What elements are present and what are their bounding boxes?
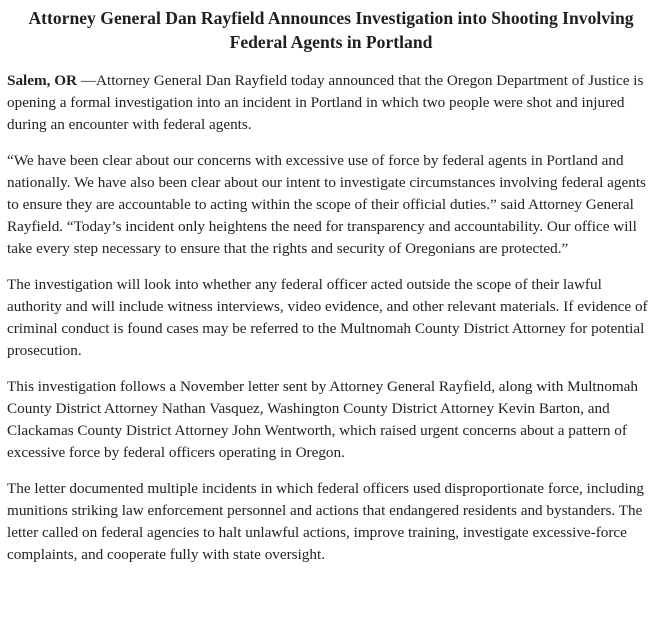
article-paragraph-letter: The letter documented multiple incidents in which federal officers used disproportionate force, including munitions striking law enforcement personnel and actions that endangered residents and bystanders. The letter called on federal agencies to halt unlawful actions, improve training, investigate excessive-force complaints, and cooperate fully with state oversight. bbox=[7, 480, 644, 563]
article-title: Attorney General Dan Rayfield Announces Investigation into Shooting Involving Federal Agents in Portland bbox=[28, 8, 634, 52]
article-paragraph-lead bbox=[7, 70, 655, 136]
dateline: Salem, OR bbox=[7, 72, 78, 89]
lead-text: —Attorney General Dan Rayfield today announced that the Oregon Department of Justice is opening a formal investigation into an incident in Portland in which two people were shot and injured during an encounter with federal agents. bbox=[7, 72, 644, 133]
article-paragraph-scope: The investigation will look into whether any federal officer acted outside the scope of their lawful authority and will include witness interviews, video evidence, and other relevant materials. If evidence of criminal conduct is found cases may be referred to the Multnomah County District Attorney for potential prosecution. bbox=[7, 276, 648, 359]
article-paragraph-quote: “We have been clear about our concerns with excessive use of force by federal agents in Portland and nationally. We have also been clear about our intent to investigate circumstances involving federal agents to ensure they are accountable to acting within the scope of their official duties.” said Attorney General Rayfield. “Today’s incident only heightens the need for transparency and accountability. Our office will take every step necessary to ensure that the rights and security of Oregonians are protected.” bbox=[7, 152, 646, 257]
article-paragraph-background: This investigation follows a November letter sent by Attorney General Rayfield, along with Multnomah County District Attorney Nathan Vasquez, Washington County District Attorney Kevin Barton, and Clackamas County District Attorney John Wentworth, which raised urgent concerns about a pattern of excessive force by federal officers operating in Oregon. bbox=[7, 378, 638, 461]
